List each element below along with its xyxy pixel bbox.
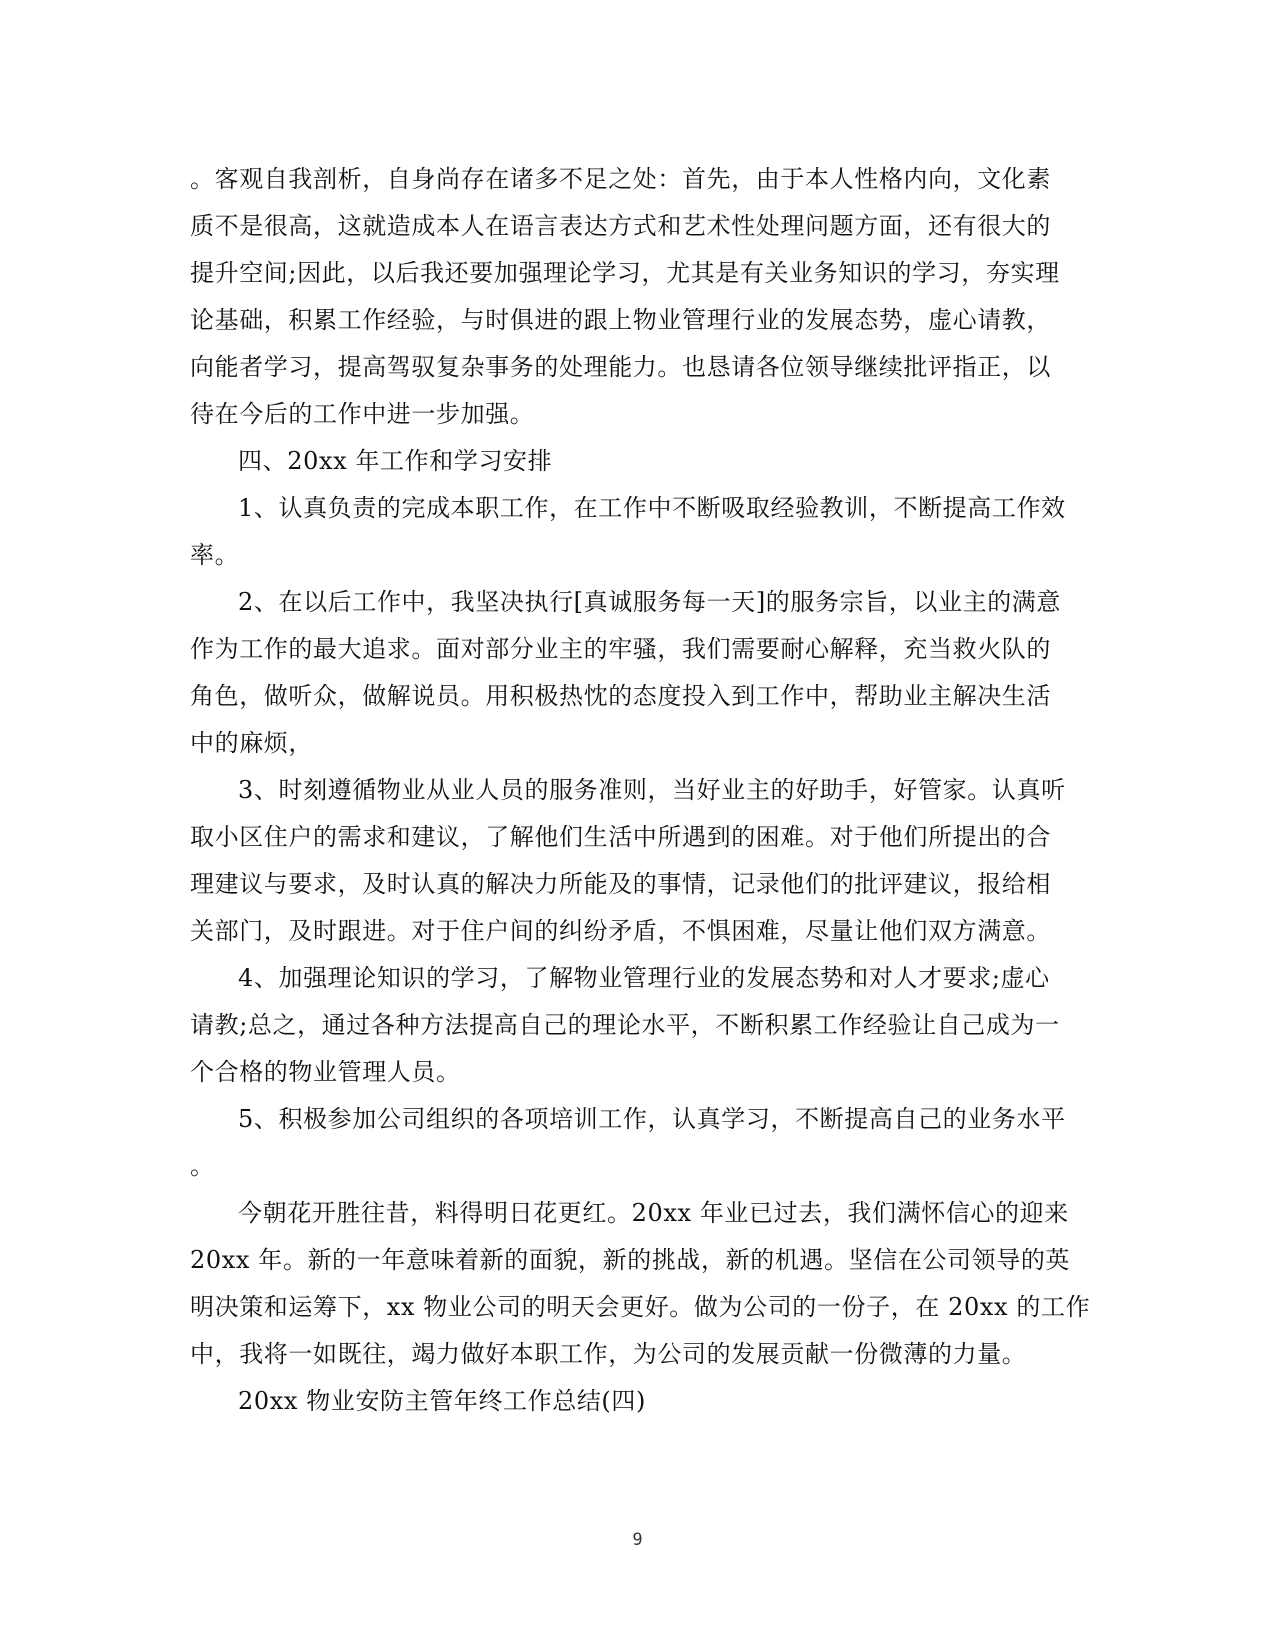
text-line: 。: [190, 1152, 215, 1180]
text-line: 取小区住户的需求和建议，了解他们生活中所遇到的困难。对于他们所提出的合: [190, 823, 1051, 851]
section-heading: 四、20xx 年工作和学习安排: [238, 447, 553, 475]
text-line: 角色，做听众，做解说员。用积极热忱的态度投入到工作中，帮助业主解决生活: [190, 682, 1051, 710]
text-line: 待在今后的工作中进一步加强。: [190, 400, 535, 428]
text-line: 5、积极参加公司组织的各项培训工作，认真学习，不断提高自己的业务水平: [238, 1105, 1066, 1133]
text-line: 中的麻烦，: [190, 729, 313, 757]
section-title: 20xx 物业安防主管年终工作总结(四): [238, 1387, 646, 1415]
text-line: 。客观自我剖析，自身尚存在诸多不足之处：首先，由于本人性格内向，文化素: [190, 165, 1051, 193]
text-line: 质不是很高，这就造成本人在语言表达方式和艺术性处理问题方面，还有很大的: [190, 212, 1051, 240]
text-line: 率。: [190, 541, 240, 569]
text-line: 明决策和运筹下，xx 物业公司的明天会更好。做为公司的一份子，在 20xx 的工作: [190, 1293, 1091, 1321]
text-line: 4、加强理论知识的学习，了解物业管理行业的发展态势和对人才要求;虚心: [238, 964, 1050, 992]
text-line: 20xx 年。新的一年意味着新的面貌，新的挑战，新的机遇。坚信在公司领导的英: [190, 1246, 1071, 1274]
text-line: 关部门，及时跟进。对于住户间的纠纷矛盾，不惧困难，尽量让他们双方满意。: [190, 917, 1051, 945]
text-line: 向能者学习，提高驾驭复杂事务的处理能力。也恳请各位领导继续批评指正，以: [190, 353, 1051, 381]
text-line: 论基础，积累工作经验，与时俱进的跟上物业管理行业的发展态势，虚心请教，: [190, 306, 1051, 334]
text-line: 3、时刻遵循物业从业人员的服务准则，当好业主的好助手，好管家。认真听: [238, 776, 1066, 804]
text-line: 提升空间;因此，以后我还要加强理论学习，尤其是有关业务知识的学习，夯实理: [190, 259, 1060, 287]
text-line: 作为工作的最大追求。面对部分业主的牢骚，我们需要耐心解释，充当救火队的: [190, 635, 1051, 663]
text-line: 1、认真负责的完成本职工作，在工作中不断吸取经验教训，不断提高工作效: [238, 494, 1066, 522]
text-line: 今朝花开胜往昔，料得明日花更红。20xx 年业已过去，我们满怀信心的迎来: [238, 1199, 1069, 1227]
text-line: 中，我将一如既往，竭力做好本职工作，为公司的发展贡献一份微薄的力量。: [190, 1340, 1027, 1368]
text-line: 理建议与要求，及时认真的解决力所能及的事情，记录他们的批评建议，报给相: [190, 870, 1051, 898]
text-line: 2、在以后工作中，我坚决执行[真诚服务每一天]的服务宗旨，以业主的满意: [238, 588, 1061, 616]
text-line: 个合格的物业管理人员。: [190, 1058, 461, 1086]
page-number: 9: [632, 1530, 643, 1550]
text-line: 请教;总之，通过各种方法提高自己的理论水平，不断积累工作经验让自己成为一: [190, 1011, 1060, 1039]
